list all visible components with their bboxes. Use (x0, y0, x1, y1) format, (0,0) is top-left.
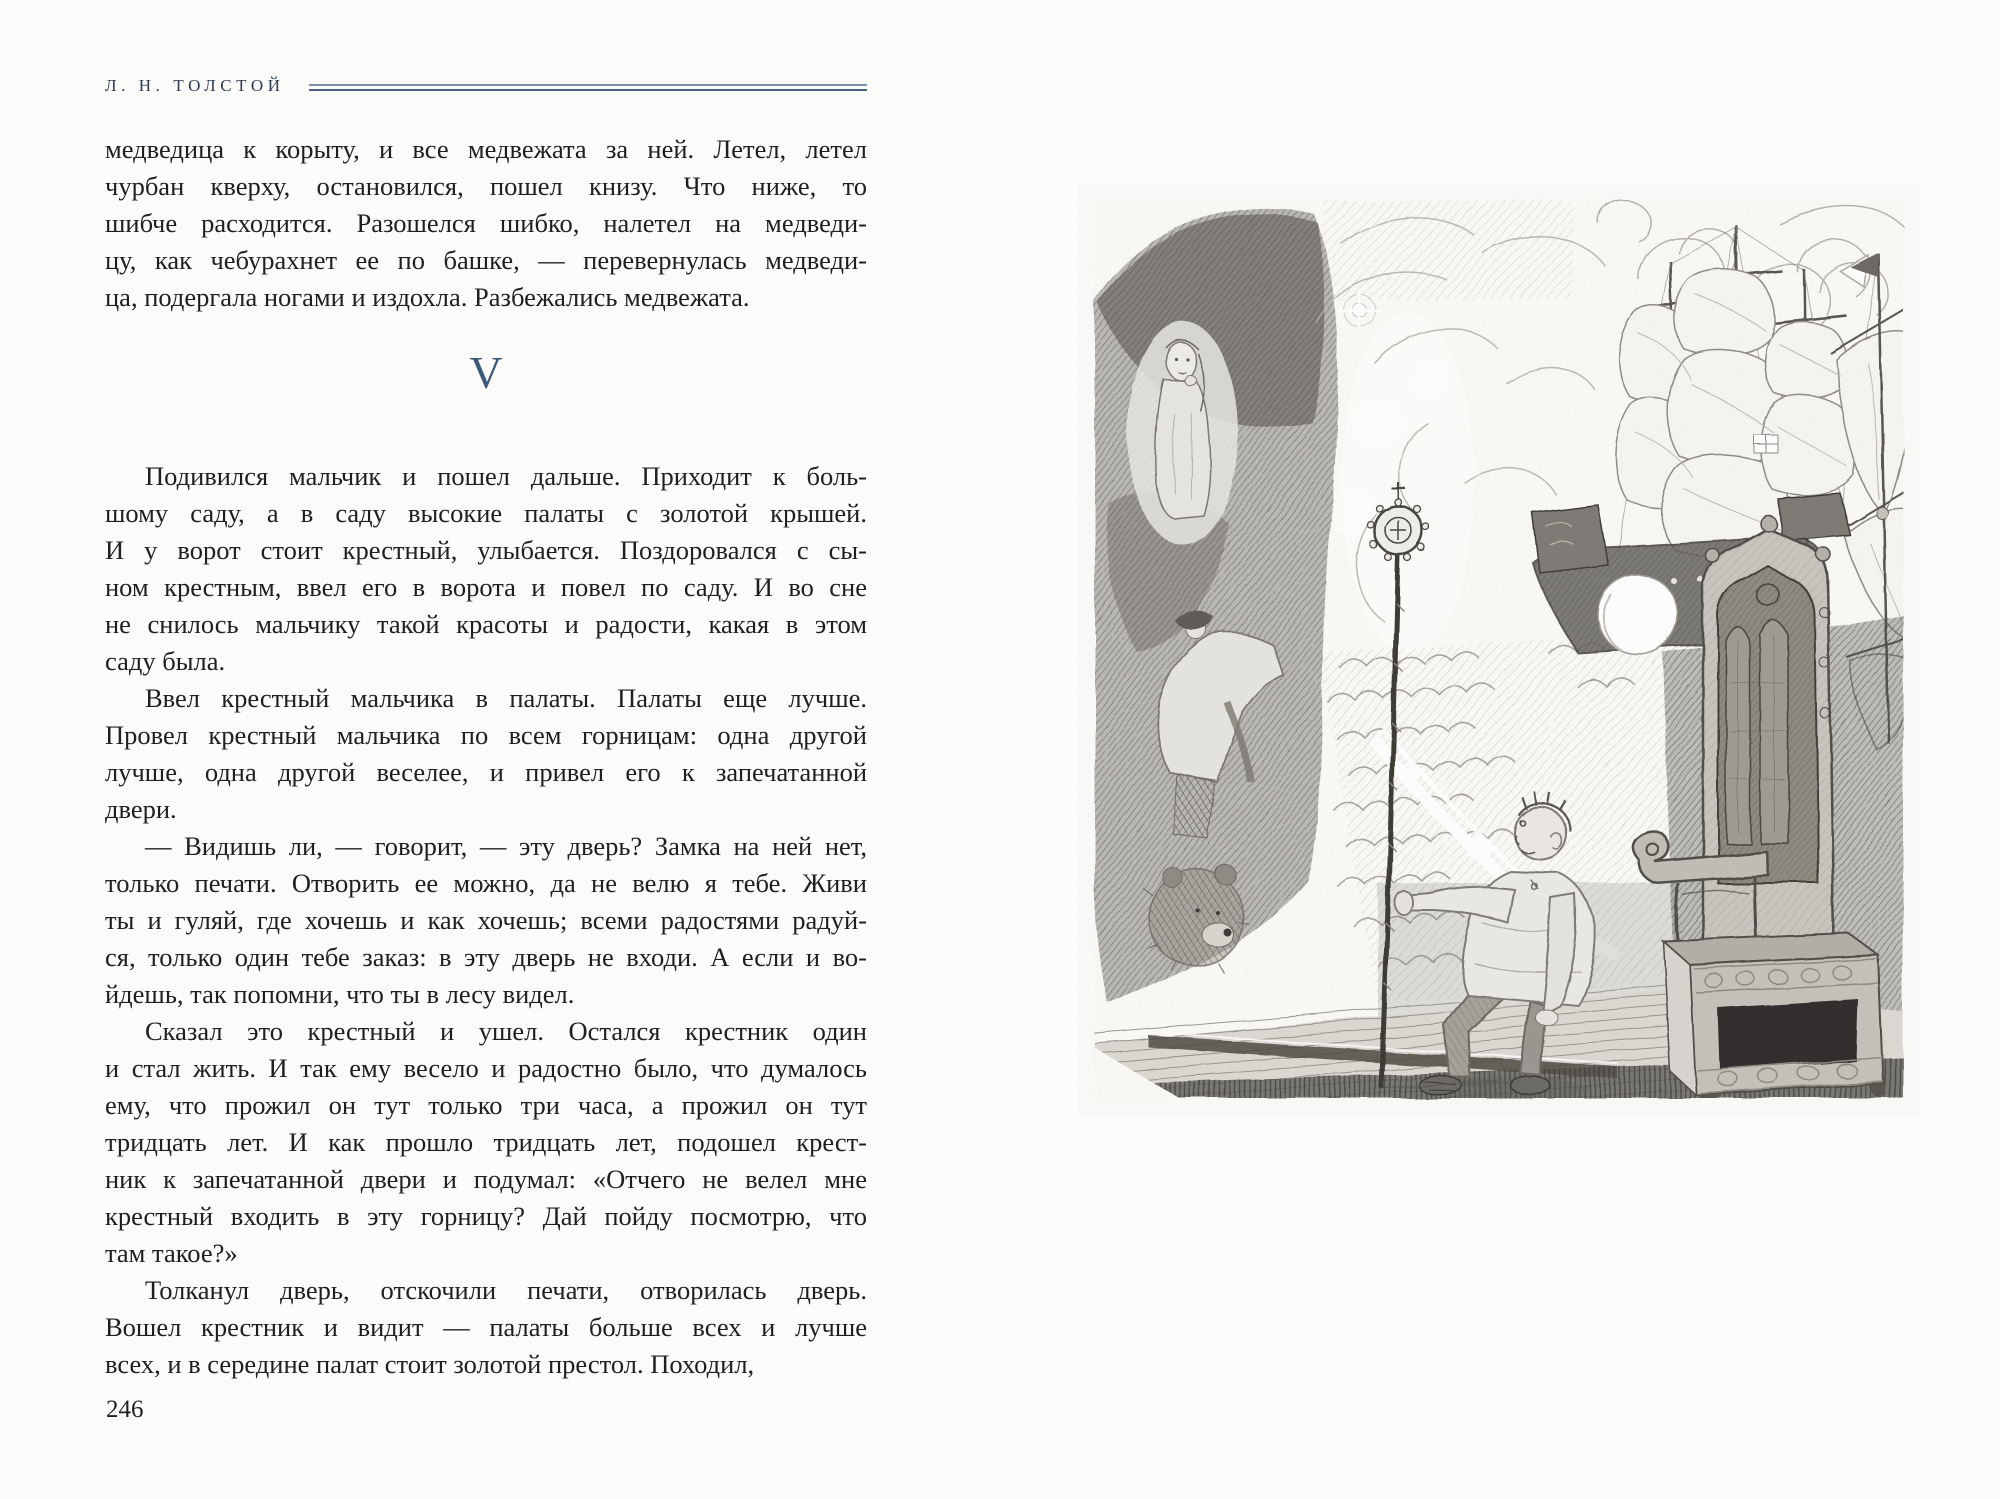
paragraphs-before-heading (105, 131, 867, 316)
text-line: ник к запечатанной двери и подумал: «Отчего не велел мне (105, 1164, 867, 1194)
text-line: шибче расходится. Разошелся шибко, налетел на медведи- (105, 208, 867, 238)
text-line: чурбан кверху, остановился, пошел книзу. Что ниже, то (105, 171, 867, 201)
running-header (105, 76, 867, 96)
paragraph (105, 828, 867, 1013)
text-line: всех, и в середине палат стоит золотой престол. Походил, (105, 1349, 755, 1379)
text-line: крестный входить в эту горницу? Дай пойду посмотрю, что (105, 1201, 867, 1231)
text-line: И у ворот стоит крестный, улыбается. Поздоровался с сы- (105, 535, 867, 565)
text-column (105, 131, 867, 1383)
chapter-heading: V (469, 347, 503, 398)
text-line: саду была. (105, 646, 226, 676)
paragraph (105, 680, 867, 828)
text-line: йдешь, так попомни, что ты в лесу видел. (105, 979, 575, 1009)
text-line: Толканул дверь, отскочили печати, отворилась дверь. (145, 1275, 867, 1305)
text-line: шому саду, а в саду высокие палаты с золотой крышей. (105, 498, 867, 528)
text-line: лучше, одна другой веселее, и привел его к запечатанной (105, 757, 867, 787)
text-line: только печати. Отворить ее можно, да не велю я тебе. Живи (105, 868, 867, 898)
text-line: тридцать лет. И как прошло тридцать лет, подошел крест- (105, 1127, 867, 1157)
paragraph (105, 1013, 867, 1272)
pencil-grain (1078, 183, 1920, 1115)
text-line: ца, подергала ногами и издохла. Разбежались медвежата. (105, 282, 750, 312)
paragraph (105, 1272, 867, 1383)
text-line: и стал жить. И так ему весело и радостно было, что думалось (105, 1053, 867, 1083)
text-line: — Видишь ли, — говорит, — эту дверь? Замка на ней нет, (145, 831, 867, 861)
paragraphs-after-heading (105, 458, 867, 1383)
text-line: цу, как чебурахнет ее по башке, — перевернулась медведи- (105, 245, 867, 275)
text-line: Ввел крестный мальчика в палаты. Палаты еще лучше. (145, 683, 867, 713)
author-name: Л. Н. ТОЛСТОЙ (105, 76, 285, 95)
text-line: ном крестным, ввел его в ворота и повел по саду. И во сне (105, 572, 867, 602)
paragraph (105, 458, 867, 680)
text-line: Подивился мальчик и пошел дальше. Приходит к боль- (145, 461, 867, 491)
text-line: ся, только один тебе заказ: в эту дверь не входи. А если и во- (105, 942, 867, 972)
text-line: там такое?» (105, 1238, 238, 1268)
text-line: Вошел крестник и видит — палаты больше всех и лучше (105, 1312, 867, 1342)
text-line: двери. (105, 794, 177, 824)
header-rule (309, 84, 867, 91)
text-line: не снилось мальчику такой красоты и радости, какая в этом (105, 609, 867, 639)
page-number: 246 (106, 1396, 144, 1423)
text-line: ему, что прожил он тут только три часа, а прожил он тут (105, 1090, 867, 1120)
text-line: Провел крестный мальчика по всем горницам: одна другой (105, 720, 867, 750)
text-line: ты и гуляй, где хочешь и как хочешь; всеми радостями радуй- (105, 905, 867, 935)
illustration (1078, 183, 1920, 1115)
text-line: Сказал это крестный и ушел. Остался крестник один (145, 1016, 867, 1046)
paragraph (105, 131, 867, 316)
text-line: медведица к корыту, и все медвежата за ней. Летел, летел (105, 134, 867, 164)
